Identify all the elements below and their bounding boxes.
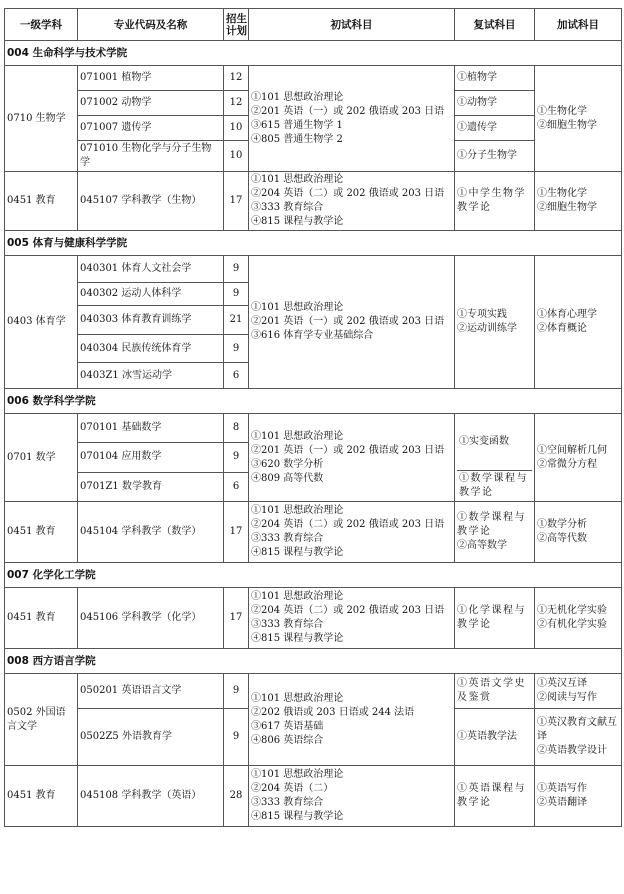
major-cell: 045104 学科教学（数学） <box>78 502 224 563</box>
table-row <box>5 172 622 231</box>
plan-cell: 6 <box>224 363 249 389</box>
header-discipline: 一级学科 <box>5 9 78 41</box>
section-row <box>5 231 622 256</box>
header-plan: 招生 计划 <box>224 9 249 41</box>
retest-sub: ①实变函数 <box>459 436 509 447</box>
section-row <box>5 41 622 66</box>
retest-cell: ①分子生物学 <box>455 141 535 172</box>
retest-cell <box>455 414 535 502</box>
table-row <box>5 414 622 443</box>
section-row <box>5 563 622 588</box>
discipline-cell: 0451 教育 <box>5 172 78 231</box>
extra-cell: ①生物化学 ②细胞生物学 <box>535 66 622 172</box>
plan-cell: 17 <box>224 502 249 563</box>
retest-cell: ①动物学 <box>455 91 535 116</box>
table-row <box>5 588 622 649</box>
exam-cell: ①101 思想政治理论 ②202 俄语或 203 日语或 244 法语 ③617 英语基础 ④806 英语综合 <box>249 674 455 766</box>
table-row <box>5 674 622 709</box>
table-row <box>5 256 622 283</box>
major-cell: 040302 运动人体科学 <box>78 283 224 306</box>
major-cell: 0701Z1 数学教育 <box>78 472 224 501</box>
retest-cell: ①英语教学法 <box>455 709 535 766</box>
header-exam: 初试科目 <box>249 9 455 41</box>
plan-cell: 28 <box>224 766 249 827</box>
discipline-cell: 0403 体育学 <box>5 256 78 389</box>
retest-sub: ①数学课程与教学论 <box>457 470 532 501</box>
plan-cell: 12 <box>224 91 249 116</box>
retest-cell: ①化学课程与教学论 <box>455 588 535 649</box>
plan-cell: 6 <box>224 472 249 501</box>
extra-cell: ①英汉教育文献互译 ②英语教学设计 <box>535 709 622 766</box>
section-title-008: 008 西方语言学院 <box>5 649 622 674</box>
major-cell: 045107 学科教学（生物） <box>78 172 224 231</box>
major-cell: 070101 基础数学 <box>78 414 224 443</box>
retest-cell: ①植物学 <box>455 66 535 91</box>
major-cell: 0502Z5 外语教育学 <box>78 709 224 766</box>
exam-cell: ①101 思想政治理论 ②204 英语（二） ③333 教育综合 ④815 课程与教学论 <box>249 766 455 827</box>
section-title-007: 007 化学化工学院 <box>5 563 622 588</box>
header-retest: 复试科目 <box>455 9 535 41</box>
plan-cell: 9 <box>224 256 249 283</box>
plan-cell: 10 <box>224 116 249 141</box>
retest-cell: ①英语文学史及鉴赏 <box>455 674 535 709</box>
exam-cell: ①101 思想政治理论 ②201 英语（一）或 202 俄语或 203 日语 ③615 普通生物学 1 ④805 普通生物学 2 <box>249 66 455 172</box>
exam-cell: ①101 思想政治理论 ②201 英语（一）或 202 俄语或 203 日语 ③620 数学分析 ④809 高等代数 <box>249 414 455 502</box>
major-cell: 071001 植物学 <box>78 66 224 91</box>
major-cell: 071010 生物化学与分子生物学 <box>78 141 224 172</box>
exam-cell: ①101 思想政治理论 ②204 英语（二）或 202 俄语或 203 日语 ③333 教育综合 ④815 课程与教学论 <box>249 172 455 231</box>
plan-cell: 21 <box>224 306 249 335</box>
plan-cell: 9 <box>224 709 249 766</box>
retest-cell: ①专项实践 ②运动训练学 <box>455 256 535 389</box>
plan-cell: 9 <box>224 443 249 472</box>
header-extra: 加试科目 <box>535 9 622 41</box>
table-row <box>5 66 622 91</box>
section-title-006: 006 数学科学学院 <box>5 389 622 414</box>
admissions-table <box>4 8 622 827</box>
exam-cell: ①101 思想政治理论 ②204 英语（二）或 202 俄语或 203 日语 ③333 教育综合 ④815 课程与教学论 <box>249 588 455 649</box>
table-row <box>5 766 622 827</box>
discipline-cell: 0502 外国语言文学 <box>5 674 78 766</box>
discipline-cell: 0451 教育 <box>5 588 78 649</box>
discipline-cell: 0451 教育 <box>5 766 78 827</box>
retest-cell: ①数学课程与教学论 ②高等数学 <box>455 502 535 563</box>
exam-cell: ①101 思想政治理论 ②204 英语（二）或 202 俄语或 203 日语 ③333 教育综合 ④815 课程与教学论 <box>249 502 455 563</box>
header-row <box>5 9 622 41</box>
extra-cell: ①空间解析几何 ②常微分方程 <box>535 414 622 502</box>
section-row <box>5 649 622 674</box>
retest-cell: ①遗传学 <box>455 116 535 141</box>
major-cell: 0403Z1 冰雪运动学 <box>78 363 224 389</box>
major-cell: 050201 英语语言文学 <box>78 674 224 709</box>
plan-cell: 17 <box>224 172 249 231</box>
extra-cell: ①无机化学实验 ②有机化学实验 <box>535 588 622 649</box>
section-title-005: 005 体育与健康科学学院 <box>5 231 622 256</box>
major-cell: 045108 学科教学（英语） <box>78 766 224 827</box>
plan-cell: 17 <box>224 588 249 649</box>
retest-cell: ①英语课程与教学论 <box>455 766 535 827</box>
major-cell: 040303 体育教育训练学 <box>78 306 224 335</box>
retest-cell: ①中学生物学教学论 <box>455 172 535 231</box>
section-row <box>5 389 622 414</box>
extra-cell: ①英语写作 ②英语翻译 <box>535 766 622 827</box>
header-major: 专业代码及名称 <box>78 9 224 41</box>
extra-cell: ①体育心理学 ②体育概论 <box>535 256 622 389</box>
plan-cell: 8 <box>224 414 249 443</box>
exam-cell: ①101 思想政治理论 ②201 英语（一）或 202 俄语或 203 日语 ③616 体育学专业基础综合 <box>249 256 455 389</box>
table-row <box>5 502 622 563</box>
major-cell: 040304 民族传统体育学 <box>78 335 224 363</box>
plan-cell: 9 <box>224 283 249 306</box>
extra-cell: ①生物化学 ②细胞生物学 <box>535 172 622 231</box>
discipline-cell: 0701 数学 <box>5 414 78 502</box>
plan-cell: 9 <box>224 335 249 363</box>
major-cell: 045106 学科教学（化学） <box>78 588 224 649</box>
extra-cell: ①英汉互译 ②阅读与写作 <box>535 674 622 709</box>
discipline-cell: 0451 教育 <box>5 502 78 563</box>
major-cell: 071007 遗传学 <box>78 116 224 141</box>
major-cell: 070104 应用数学 <box>78 443 224 472</box>
plan-cell: 10 <box>224 141 249 172</box>
discipline-cell: 0710 生物学 <box>5 66 78 172</box>
plan-cell: 12 <box>224 66 249 91</box>
major-cell: 040301 体育人文社会学 <box>78 256 224 283</box>
section-title-004: 004 生命科学与技术学院 <box>5 41 622 66</box>
extra-cell: ①数学分析 ②高等代数 <box>535 502 622 563</box>
major-cell: 071002 动物学 <box>78 91 224 116</box>
plan-cell: 9 <box>224 674 249 709</box>
